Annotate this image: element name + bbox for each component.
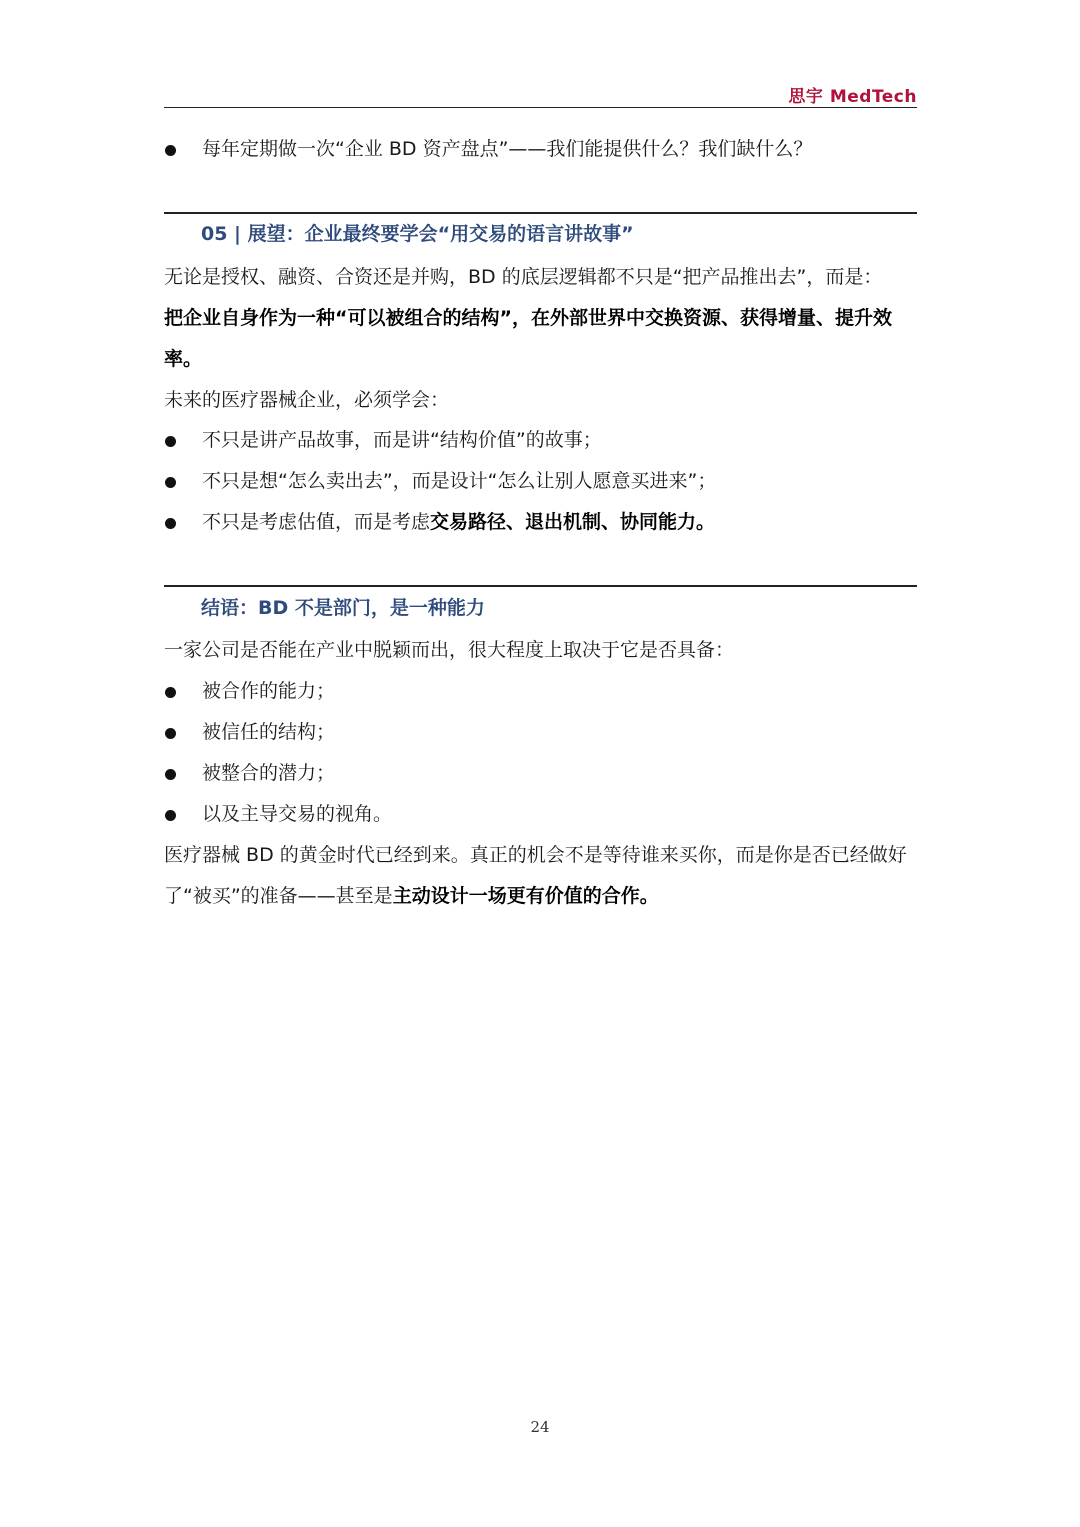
list-item-text: 被信任的结构； (202, 721, 336, 743)
list-item-text: 每年定期做一次“企业 BD 资产盘点”——我们能提供什么？我们缺什么？ (202, 138, 813, 160)
paragraph: 未来的医疗器械企业，必须学会： (164, 389, 450, 411)
bullet-dot-icon (165, 810, 176, 821)
bullet-dot-icon (165, 477, 176, 488)
paragraph-bold (164, 346, 924, 372)
paragraph: 医疗器械 BD 的黄金时代已经到来。真正的机会不是等待谁来买你，而是你是否已经做好 (164, 844, 907, 866)
bullet-dot-icon (165, 769, 176, 780)
paragraph (164, 883, 924, 909)
conclusion-heading: 结语：BD 不是部门，是一种能力 (201, 597, 485, 619)
header-divider (164, 107, 917, 108)
bullet-dot-icon (165, 687, 176, 698)
bullet-dot-icon (165, 145, 176, 156)
paragraph: 无论是授权、融资、合资还是并购，BD 的底层逻辑都不只是“把产品推出去”，而是： (164, 266, 883, 288)
list-item-text: 不只是讲产品故事，而是讲“结构价值”的故事； (202, 429, 602, 451)
bullet-dot-icon (165, 518, 176, 529)
bullet-dot-icon (165, 436, 176, 447)
section-divider (164, 585, 917, 587)
bullet-dot-icon (165, 728, 176, 739)
plain-text: 不只是考虑估值，而是考虑 (202, 511, 431, 533)
list-item-text: 以及主导交易的视角。 (202, 803, 393, 825)
bold-text: 交易路径、退出机制、协同能力。 (430, 511, 716, 533)
list-item-text: 不只是想“怎么卖出去”，而是设计“怎么让别人愿意买进来”； (202, 470, 717, 492)
list-item-text: 被整合的潜力； (202, 762, 336, 784)
plain-text: 了“被买”的准备——甚至是 (164, 885, 393, 907)
section-divider (164, 212, 917, 214)
bold-text: 把企业自身作为一种“可以被组合的结构”，在外部世界中交换资源、获得增量、提升效 (164, 307, 892, 329)
bold-text: 率。 (164, 348, 203, 370)
list-item-text: 被合作的能力； (202, 680, 336, 702)
paragraph-bold (164, 305, 924, 331)
paragraph: 一家公司是否能在产业中脱颖而出，很大程度上取决于它是否具备： (164, 639, 735, 661)
section-heading-05: 05 | 展望：企业最终要学会“用交易的语言讲故事” (201, 223, 634, 245)
page-number: 24 (530, 1418, 550, 1436)
header-brand: 思宇 MedTech (788, 87, 917, 107)
list-item-text (202, 509, 715, 535)
bold-text: 主动设计一场更有价值的合作。 (392, 885, 659, 907)
